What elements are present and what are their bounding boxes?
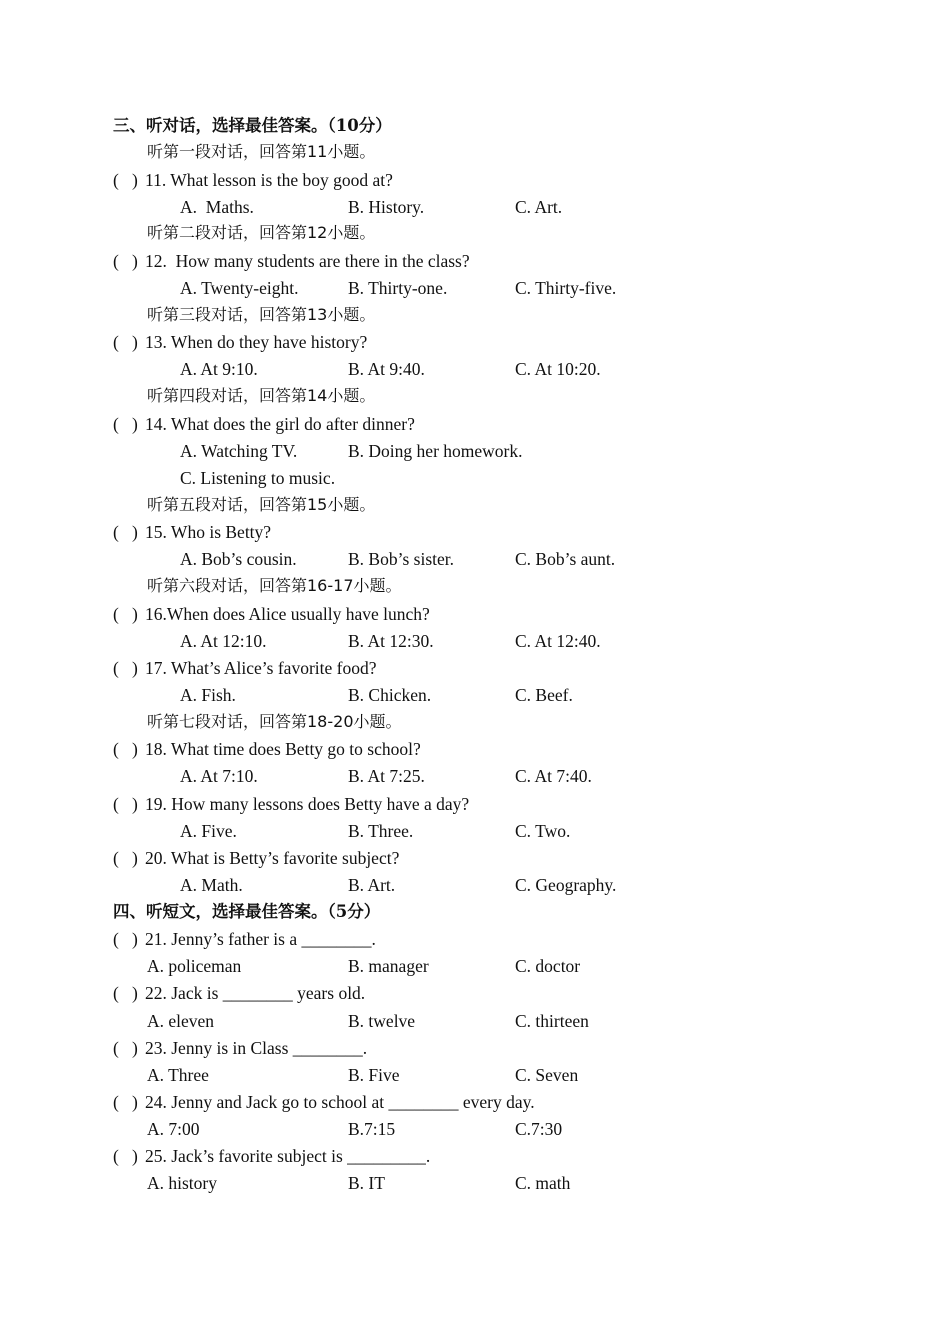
q22-text: 22. Jack is ________ years old. — [145, 983, 366, 1003]
q17-option-b: B. Chicken. — [348, 685, 432, 705]
q25-text: 25. Jack’s favorite subject is _________. — [145, 1146, 431, 1166]
q15-option-c: C. Bob’s aunt. — [515, 549, 616, 569]
q19-option-b: B. Three. — [348, 821, 414, 841]
q16-text: 16.When does Alice usually have lunch? — [145, 604, 430, 624]
q13-option-b: B. At 9:40. — [348, 359, 425, 379]
q25-option-a: A. history — [147, 1173, 217, 1193]
q14-option-b: B. Doing her homework. — [348, 441, 523, 461]
q16-option-a: A. At 12:10. — [180, 631, 267, 651]
q18-option-a: A. At 7:10. — [180, 766, 258, 786]
group-7-instruction: 听第七段对话，回答第18-20小题。 — [147, 712, 402, 731]
group-5-instruction: 听第五段对话，回答第15小题。 — [147, 495, 376, 514]
q17-option-a: A. Fish. — [180, 685, 236, 705]
q25-option-b: B. IT — [348, 1173, 385, 1193]
q18-option-c: C. At 7:40. — [515, 766, 592, 786]
q14-option-c: C. Listening to music. — [180, 468, 336, 488]
q24-answer-paren[interactable]: ( ) — [113, 1092, 138, 1112]
q18-text: 18. What time does Betty go to school? — [145, 739, 421, 759]
q11-answer-paren[interactable]: ( ) — [113, 170, 138, 190]
q20-answer-paren[interactable]: ( ) — [113, 848, 138, 868]
q13-text: 13. When do they have history? — [145, 332, 368, 352]
q17-text: 17. What’s Alice’s favorite food? — [145, 658, 377, 678]
q15-text: 15. Who is Betty? — [145, 522, 272, 542]
q11-text: 11. What lesson is the boy good at? — [145, 170, 393, 190]
q11-option-a: A. Maths. — [180, 197, 254, 217]
q24-option-a: A. 7:00 — [147, 1119, 200, 1139]
q23-text: 23. Jenny is in Class ________. — [145, 1038, 368, 1058]
q11-option-b: B. History. — [348, 197, 425, 217]
section-4-heading: 四、听短文，选择最佳答案。（5分） — [113, 902, 381, 921]
q25-option-c: C. math — [515, 1173, 571, 1193]
q14-text: 14. What does the girl do after dinner? — [145, 414, 415, 434]
group-3-instruction: 听第三段对话，回答第13小题。 — [147, 305, 376, 324]
q15-answer-paren[interactable]: ( ) — [113, 522, 138, 542]
q20-text: 20. What is Betty’s favorite subject? — [145, 848, 400, 868]
q16-option-b: B. At 12:30. — [348, 631, 434, 651]
q22-option-a: A. eleven — [147, 1011, 215, 1031]
q13-option-a: A. At 9:10. — [180, 359, 258, 379]
q19-option-a: A. Five. — [180, 821, 237, 841]
q19-text: 19. How many lessons does Betty have a day? — [145, 794, 470, 814]
q13-answer-paren[interactable]: ( ) — [113, 332, 138, 352]
q14-answer-paren[interactable]: ( ) — [113, 414, 138, 434]
q12-text: 12. How many students are there in the class? — [145, 251, 470, 271]
q21-option-a: A. policeman — [147, 956, 242, 976]
q22-option-c: C. thirteen — [515, 1011, 589, 1031]
group-6-instruction: 听第六段对话，回答第16-17小题。 — [147, 576, 402, 595]
q17-option-c: C. Beef. — [515, 685, 573, 705]
q14-option-a: A. Watching TV. — [180, 441, 298, 461]
q12-option-a: A. Twenty-eight. — [180, 278, 299, 298]
q23-option-b: B. Five — [348, 1065, 400, 1085]
q16-answer-paren[interactable]: ( ) — [113, 604, 138, 624]
q18-option-b: B. At 7:25. — [348, 766, 425, 786]
q24-option-b: B.7:15 — [348, 1119, 396, 1139]
q16-option-c: C. At 12:40. — [515, 631, 601, 651]
q22-option-b: B. twelve — [348, 1011, 416, 1031]
group-1-instruction: 听第一段对话，回答第11小题。 — [147, 142, 376, 161]
q15-option-a: A. Bob’s cousin. — [180, 549, 297, 569]
q21-option-c: C. doctor — [515, 956, 581, 976]
q20-option-b: B. Art. — [348, 875, 396, 895]
group-4-instruction: 听第四段对话，回答第14小题。 — [147, 386, 376, 405]
group-2-instruction: 听第二段对话，回答第12小题。 — [147, 223, 376, 242]
q23-answer-paren[interactable]: ( ) — [113, 1038, 138, 1058]
q20-option-c: C. Geography. — [515, 875, 617, 895]
q21-option-b: B. manager — [348, 956, 429, 976]
section-3-heading: 三、听对话，选择最佳答案。（10分） — [113, 116, 392, 135]
q21-answer-paren[interactable]: ( ) — [113, 929, 138, 949]
q17-answer-paren[interactable]: ( ) — [113, 658, 138, 678]
q12-answer-paren[interactable]: ( ) — [113, 251, 138, 271]
q15-option-b: B. Bob’s sister. — [348, 549, 454, 569]
q23-option-a: A. Three — [147, 1065, 209, 1085]
q24-option-c: C.7:30 — [515, 1119, 563, 1139]
q12-option-c: C. Thirty-five. — [515, 278, 617, 298]
q21-text: 21. Jenny’s father is a ________. — [145, 929, 376, 949]
q25-answer-paren[interactable]: ( ) — [113, 1146, 138, 1166]
q11-option-c: C. Art. — [515, 197, 563, 217]
q13-option-c: C. At 10:20. — [515, 359, 601, 379]
q12-option-b: B. Thirty-one. — [348, 278, 448, 298]
q19-option-c: C. Two. — [515, 821, 571, 841]
q22-answer-paren[interactable]: ( ) — [113, 983, 138, 1003]
q20-option-a: A. Math. — [180, 875, 243, 895]
q18-answer-paren[interactable]: ( ) — [113, 739, 138, 759]
q23-option-c: C. Seven — [515, 1065, 579, 1085]
q24-text: 24. Jenny and Jack go to school at ________ every day. — [145, 1092, 535, 1112]
q19-answer-paren[interactable]: ( ) — [113, 794, 138, 814]
